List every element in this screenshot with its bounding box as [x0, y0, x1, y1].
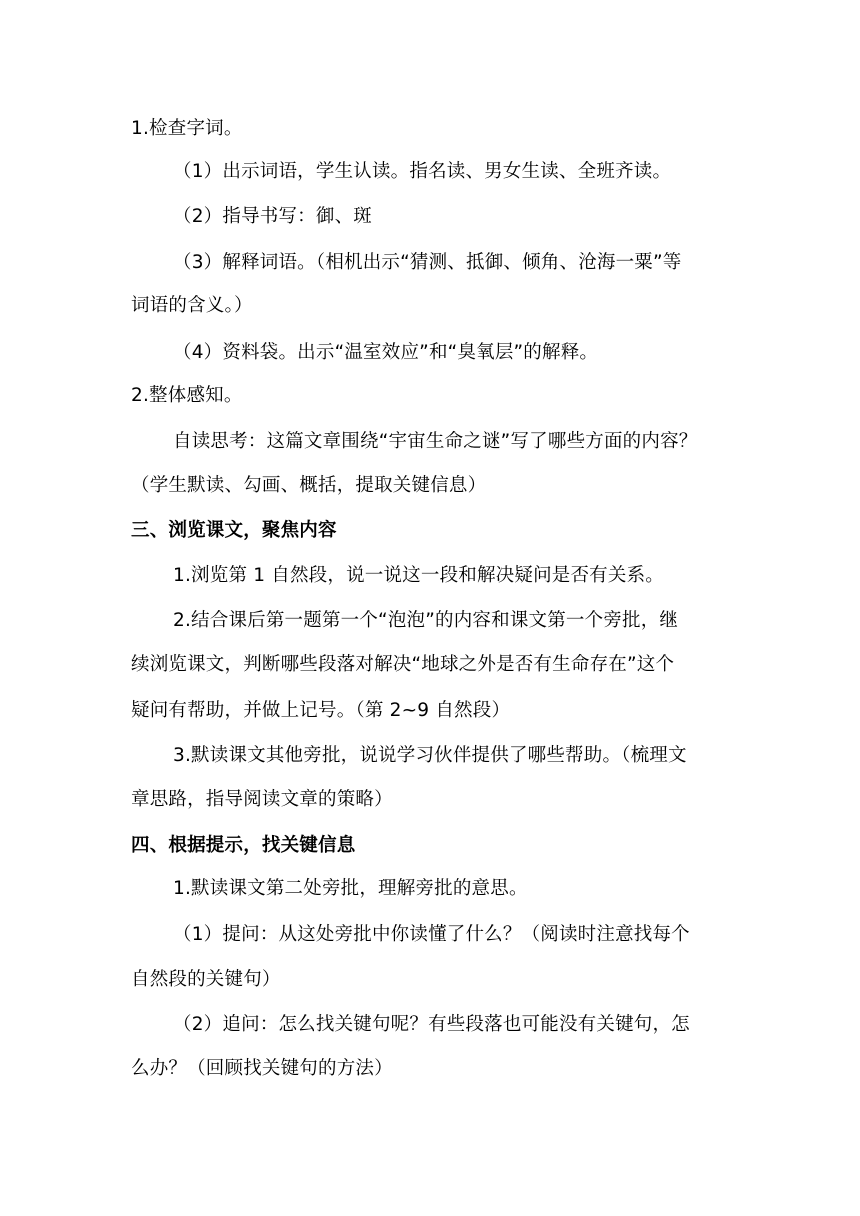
step-explain-words: （3）解释词语。（相机出示“猜测、抵御、倾角、沧海一粟”等 [173, 252, 682, 273]
browse-item-1: 1.浏览第 1 自然段，说一说这一段和解决疑问是否有关系。 [173, 565, 664, 586]
key-info-question-2: （2）追问：怎么找关键句呢？有些段落也可能没有关键句，怎 [173, 1014, 690, 1035]
section-heading-3: 三、浏览课文，聚焦内容 [131, 520, 337, 541]
section-heading-4: 四、根据提示，找关键信息 [131, 835, 356, 856]
item-overall-perception: 2.整体感知。 [131, 385, 243, 406]
self-reading-question: 自读思考：这篇文章围绕“宇宙生命之谜”写了哪些方面的内容？ [173, 431, 698, 452]
step-writing-guide: （2）指导书写：御、斑 [173, 206, 372, 227]
browse-item-2-cont1: 续浏览课文，判断哪些段落对解决“地球之外是否有生命存在”这个 [131, 654, 675, 675]
key-info-item-1: 1.默读课文第二处旁批，理解旁批的意思。 [173, 878, 528, 899]
browse-item-3: 3.默读课文其他旁批，说说学习伙伴提供了哪些帮助。（梳理文 [173, 745, 687, 766]
key-info-question-2-cont: 么办？（回顾找关键句的方法） [131, 1058, 393, 1079]
key-info-question-1: （1）提问：从这处旁批中你读懂了什么？（阅读时注意找每个 [173, 924, 690, 945]
key-info-question-1-cont: 自然段的关键句） [131, 969, 281, 990]
item-check-words: 1.检查字词。 [131, 118, 243, 139]
browse-item-2-cont2: 疑问有帮助，并做上记号。（第 2~9 自然段） [131, 700, 511, 721]
step-resource-bag: （4）资料袋。出示“温室效应”和“臭氧层”的解释。 [173, 342, 599, 363]
self-reading-note: （学生默读、勾画、概括，提取关键信息） [131, 475, 487, 496]
browse-item-2: 2.结合课后第一题第一个“泡泡”的内容和课文第一个旁批，继 [173, 610, 679, 631]
step-explain-words-cont: 词语的含义。） [131, 295, 253, 316]
step-show-words: （1）出示词语，学生认读。指名读、男女生读、全班齐读。 [173, 161, 672, 182]
browse-item-3-cont: 章思路，指导阅读文章的策略） [131, 789, 393, 810]
